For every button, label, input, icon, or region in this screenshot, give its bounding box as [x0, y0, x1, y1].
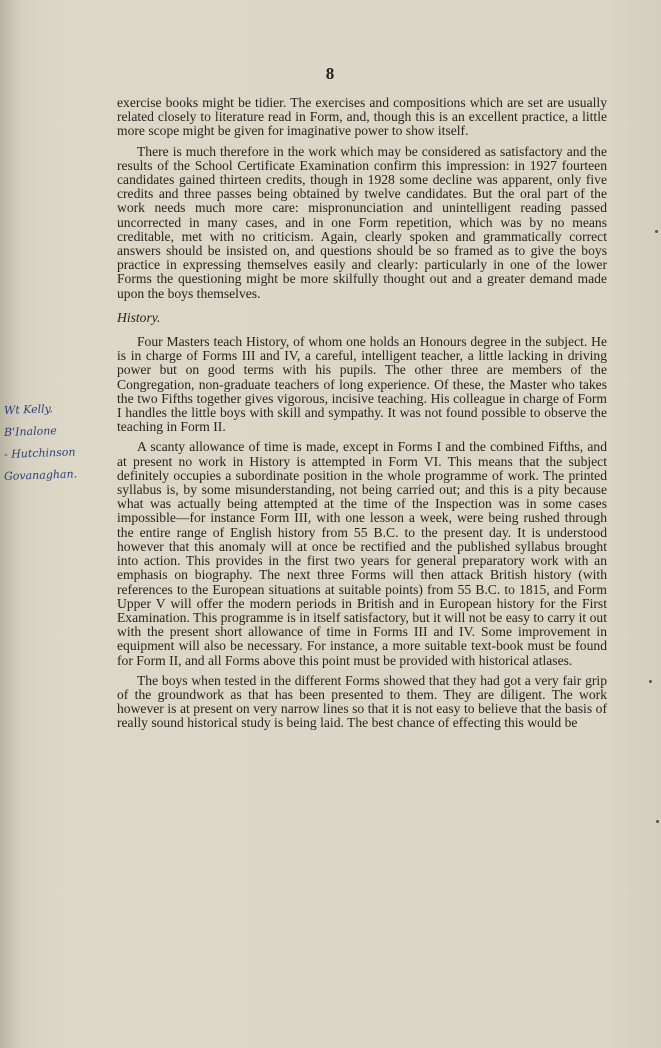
section-heading: History.: [117, 309, 161, 325]
page-number: 8: [325, 64, 336, 83]
paragraph: A scanty allowance of time is made, except in Forms I and the combined Fifths, and at present no work in History is attempted in Form VI. This means that the subject definitely occupies a subordinate position in the whole programme of work. The printed syllabus is, by some misunderstanding, not being carried out; and this is a pity because what was actually being attempted at the time of the Inspection was in some cases impossible—for instance Form III, with one lesson a week, were being rushed through the entire range of English history from 55 B.C. to the present day. It is understood however that this anomaly will at once be rectified and the published syllabus brought into action. This provides in the first two years for general preparatory work with an emphasis on biography. The next three Forms will then attack British history (with references to the European situations at suitable points) from 55 B.C. to 1815, and Form Upper V will offer the modern periods in British and in European history for the First Examination. This programme is in itself satisfactory, but it will not be easy to carry it out with the present short allowance of time in Forms III and IV. Some improvement in equipment will also be necessary. For instance, a more suitable text-book must be found for Form II, and all Forms above this point must be provided with historical atlases.: [117, 439, 607, 668]
paragraph: The boys when tested in the different Forms showed that they had got a very fair grip of the groundwork as that has been presented to them. They are diligent. The work however is at present on very narrow lines so that it is not easy to believe that the basis of really sound historical study is being laid. The best chance of effecting this would be: [117, 672, 607, 731]
speck: [649, 680, 652, 683]
margin-note: Wt Kelly.: [3, 402, 54, 417]
paragraph: exercise books might be tidier. The exercises and compositions which are set are usually related closely to literature read in Form, and, though this is an excellent practice, a little more scope might be given for imaginative power to show itself.: [117, 95, 607, 139]
paragraph: Four Masters teach History, of whom one holds an Honours degree in the subject. He is in charge of Forms III and IV, a careful, intelligent teacher, a little lacking in driving power but on good terms with his pupils. The other three are members of the Congregation, non-graduate teachers of long experience. Of these, the Master who takes the two Fifths together gives vigorous, incisive teaching. His colleague in charge of Form I handles the little boys with skill and sympathy. It was not found possible to observe the teaching in Form II.: [117, 334, 607, 435]
speck: [655, 230, 658, 233]
margin-note: Govanaghan.: [3, 467, 78, 483]
margin-note: - Hutchinson: [3, 445, 76, 461]
handwritten-margin-notes: [4, 398, 116, 486]
margin-note: B'Inalone: [3, 424, 58, 439]
paragraph: There is much therefore in the work which may be considered as satisfactory and the results of the School Certificate Examination confirm this impression: in 1927 fourteen candidates gained thirteen credits, though in 1928 some decline was apparent, only five credits and three passes being obtained by twelve candidates. But the oral part of the work needs much more care: mispronunciation and unintelligent reading passed uncorrected in many cases, and in one Form repetition, which was by no means creditable, met with no criticism. Again, clearly spoken and grammatically correct answers should be insisted on, and questions should be so framed as to give the boys practice in expressing themselves easily and clearly: particularly in one of the lower Forms the questioning might be more skilfully thought out and a greater demand made upon the boys themselves.: [117, 143, 607, 301]
speck: [656, 820, 659, 823]
body-text: [117, 96, 607, 737]
